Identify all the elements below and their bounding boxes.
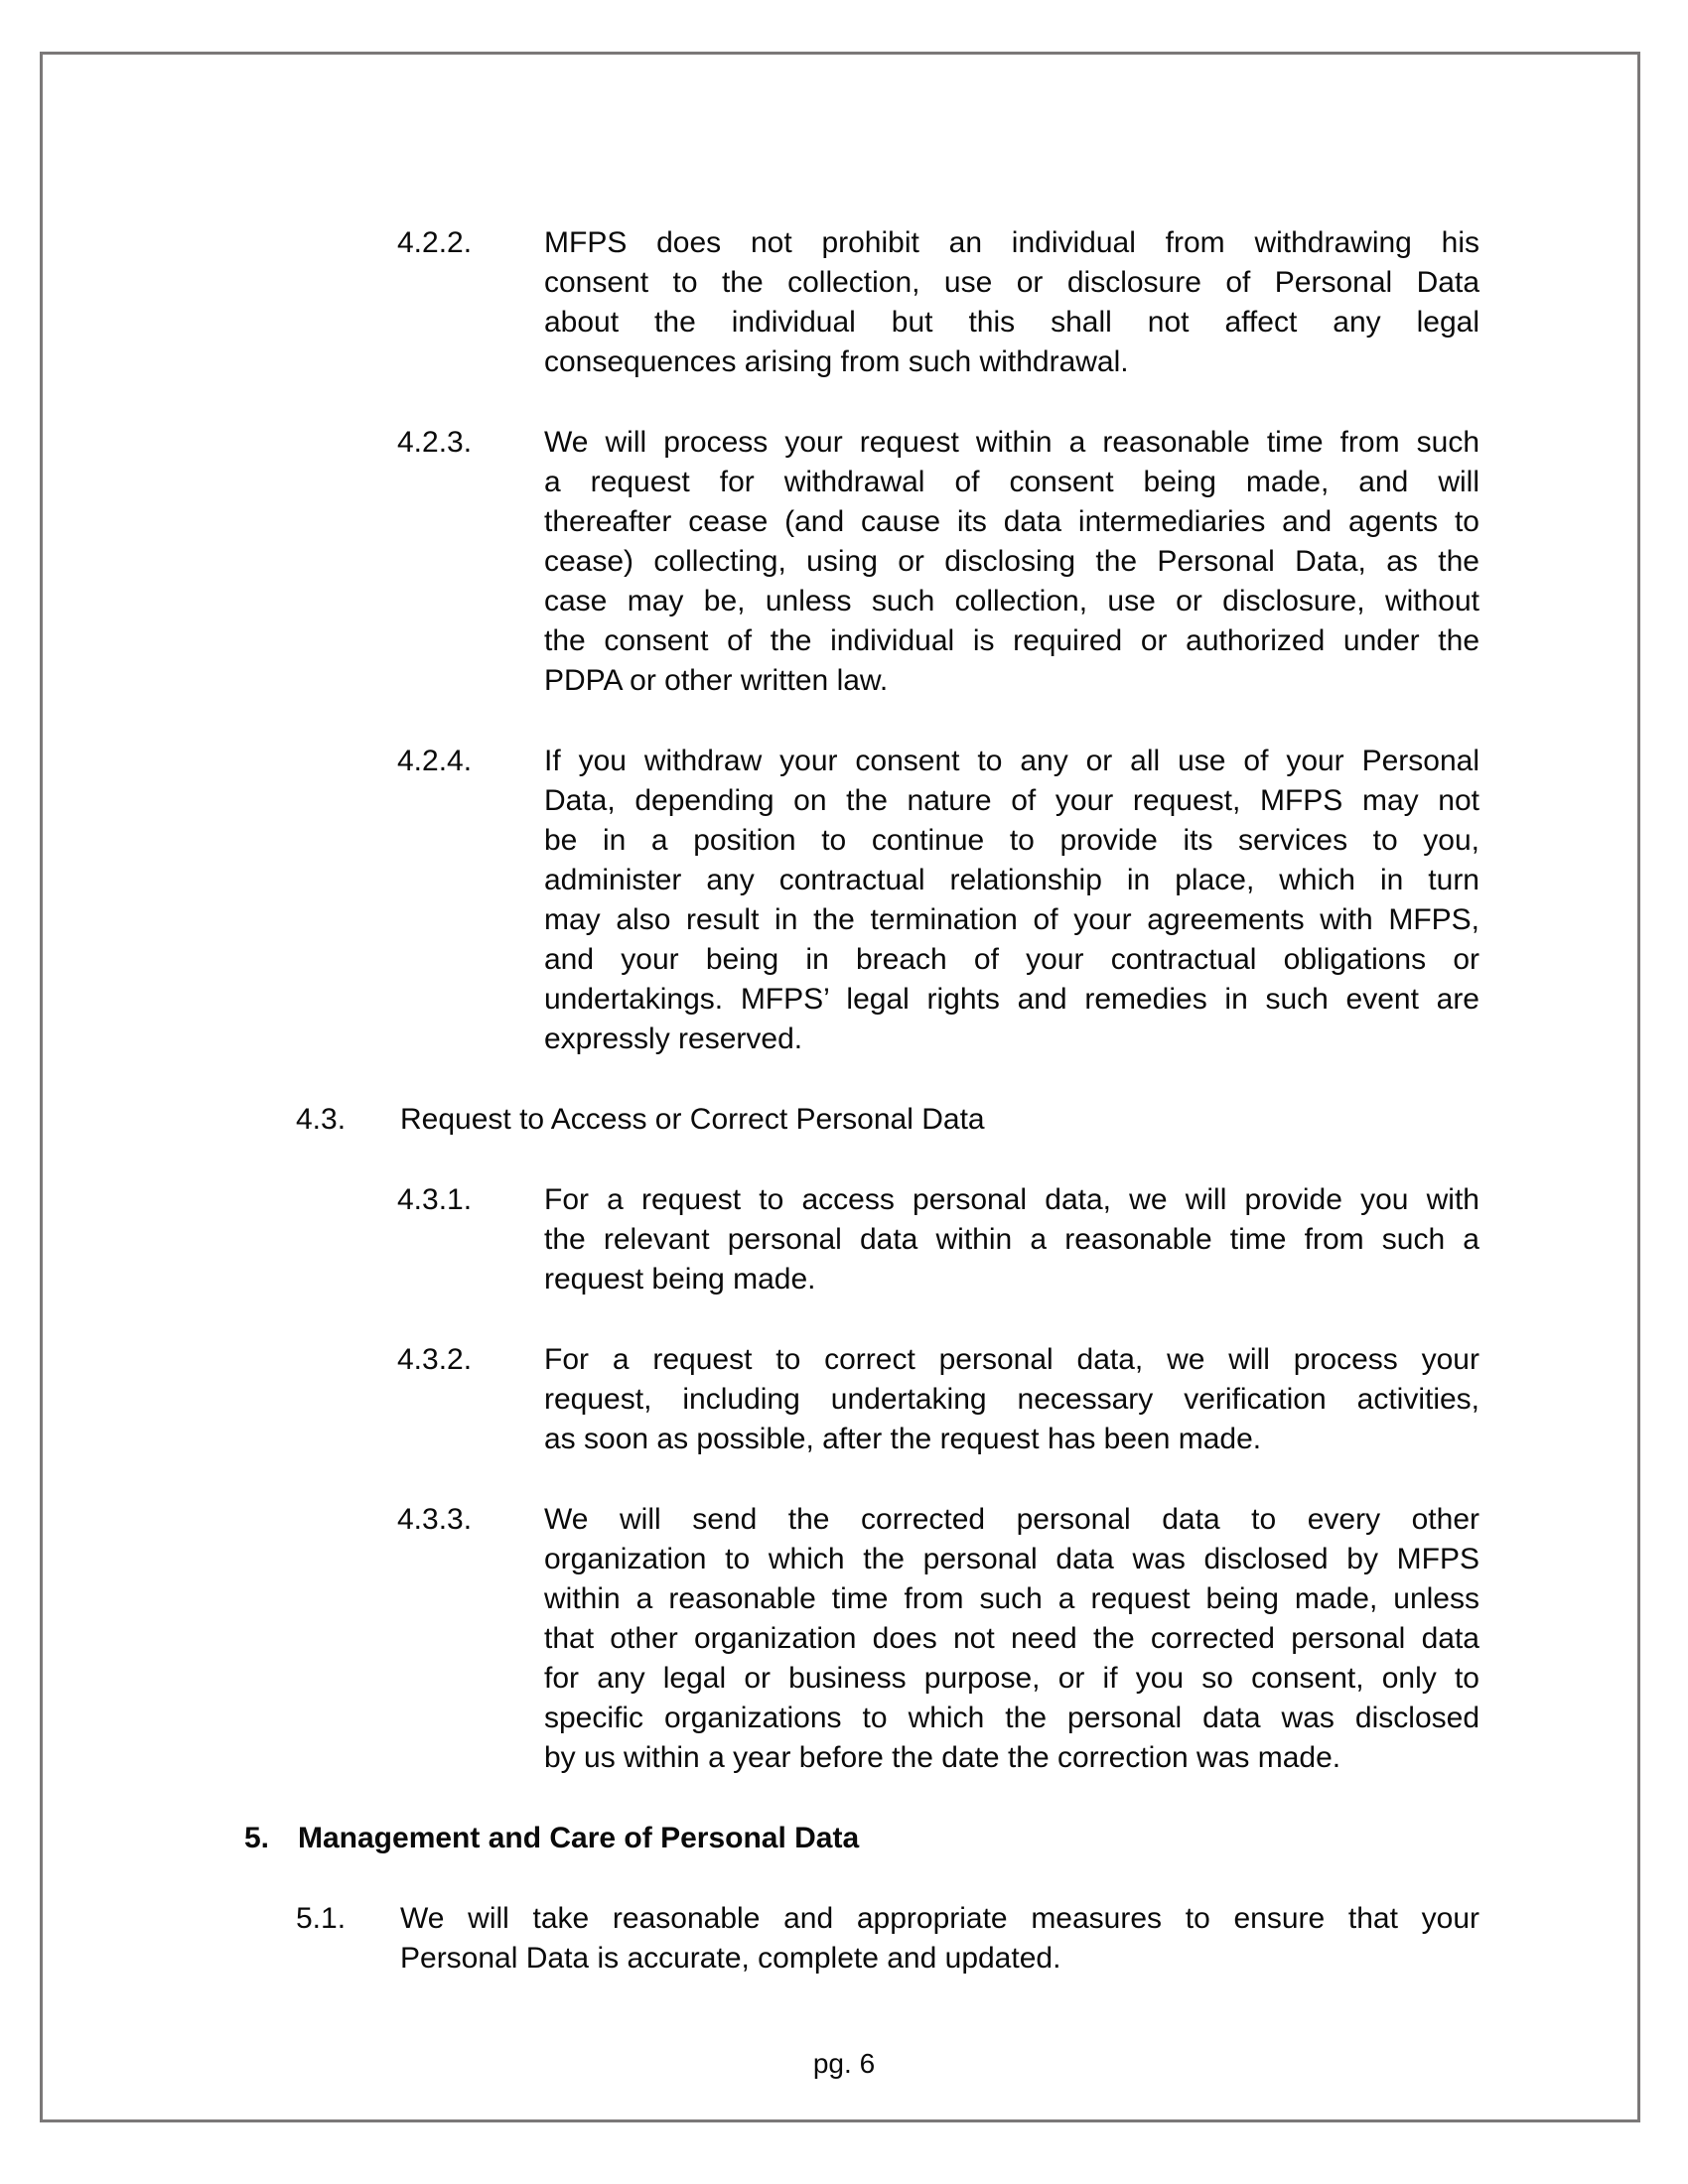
section-heading [244,1819,1479,1858]
text-line: Personal Data is accurate, complete and updated. [400,1942,1061,1975]
section-number: 5.1. [296,1902,347,1935]
text-line: thereafter cease (and cause its data intermediaries and agents to [544,505,1479,538]
paragraph-text [544,1340,1479,1459]
text-line: request, including undertaking necessary verification activities, [544,1383,1479,1416]
section-paragraph [296,1899,1479,1979]
section-number: 4.2.3. [397,426,473,459]
text-line: for any legal or business purpose, or if you so consent, only to [544,1662,1479,1695]
text-line: MFPS does not prohibit an individual from withdrawing his [544,226,1479,259]
text-line: administer any contractual relationship in place, which in turn [544,864,1479,896]
text-line: For a request to access personal data, we will provide you with [544,1183,1479,1216]
text-line: If you withdraw your consent to any or all use of your Personal [544,745,1479,777]
section-paragraph [397,1340,1479,1459]
section-number: 4.2.2. [397,226,473,259]
section-number: 4.3.2. [397,1343,473,1376]
text-line: case may be, unless such collection, use or disclosure, without [544,585,1479,617]
text-line: request being made. [544,1263,816,1296]
text-line: organization to which the personal data was disclosed by MFPS [544,1543,1479,1575]
text-line: by us within a year before the date the correction was made. [544,1741,1341,1774]
section-paragraph [397,423,1479,701]
text-line: undertakings. MFPS’ legal rights and remedies in such event are [544,983,1479,1016]
heading-text: Request to Access or Correct Personal Data [400,1103,985,1136]
section-number: 4.3.3. [397,1503,473,1536]
section-number: 4.3.1. [397,1183,473,1216]
section-heading [296,1100,1479,1140]
paragraph-text [544,423,1479,701]
text-line: be in a position to continue to provide its services to you, [544,824,1479,857]
text-line: a request for withdrawal of consent being made, and will [544,466,1479,498]
paragraph-text [544,1180,1479,1299]
paragraph-text [544,223,1479,382]
paragraph-text [400,1899,1479,1979]
text-line: as soon as possible, after the request has been made. [544,1423,1262,1455]
text-line: consequences arising from such withdrawal. [544,345,1129,378]
text-line: within a reasonable time from such a request being made, unless [544,1582,1479,1615]
section-paragraph [397,1500,1479,1778]
text-line: that other organization does not need the corrected personal data [544,1622,1479,1655]
section-number: 4.2.4. [397,745,473,777]
heading-text: Management and Care of Personal Data [298,1822,860,1854]
page-number: pg. 6 [812,2048,876,2079]
paragraph-text [544,742,1479,1059]
section-paragraph [397,223,1479,382]
section-paragraph [397,742,1479,1059]
text-line: We will take reasonable and appropriate measures to ensure that your [400,1902,1479,1935]
text-line: the consent of the individual is required or authorized under the [544,624,1479,657]
text-line: specific organizations to which the personal data was disclosed [544,1702,1479,1734]
text-line: expressly reserved. [544,1023,803,1055]
text-line: We will process your request within a reasonable time from such [544,426,1479,459]
text-line: Data, depending on the nature of your request, MFPS may not [544,784,1479,817]
paragraph-text [544,1500,1479,1778]
text-line: We will send the corrected personal data to every other [544,1503,1479,1536]
text-line: the relevant personal data within a reasonable time from such a [544,1223,1479,1256]
text-line: about the individual but this shall not affect any legal [544,306,1479,339]
text-line: PDPA or other written law. [544,664,889,697]
text-line: cease) collecting, using or disclosing the Personal Data, as the [544,545,1479,578]
text-line: and your being in breach of your contractual obligations or [544,943,1479,976]
text-line: may also result in the termination of your agreements with MFPS, [544,903,1479,936]
section-paragraph [397,1180,1479,1299]
section-number: 4.3. [296,1103,347,1136]
text-line: consent to the collection, use or disclosure of Personal Data [544,266,1479,299]
section-number: 5. [244,1822,270,1854]
text-line: For a request to correct personal data, we will process your [544,1343,1479,1376]
